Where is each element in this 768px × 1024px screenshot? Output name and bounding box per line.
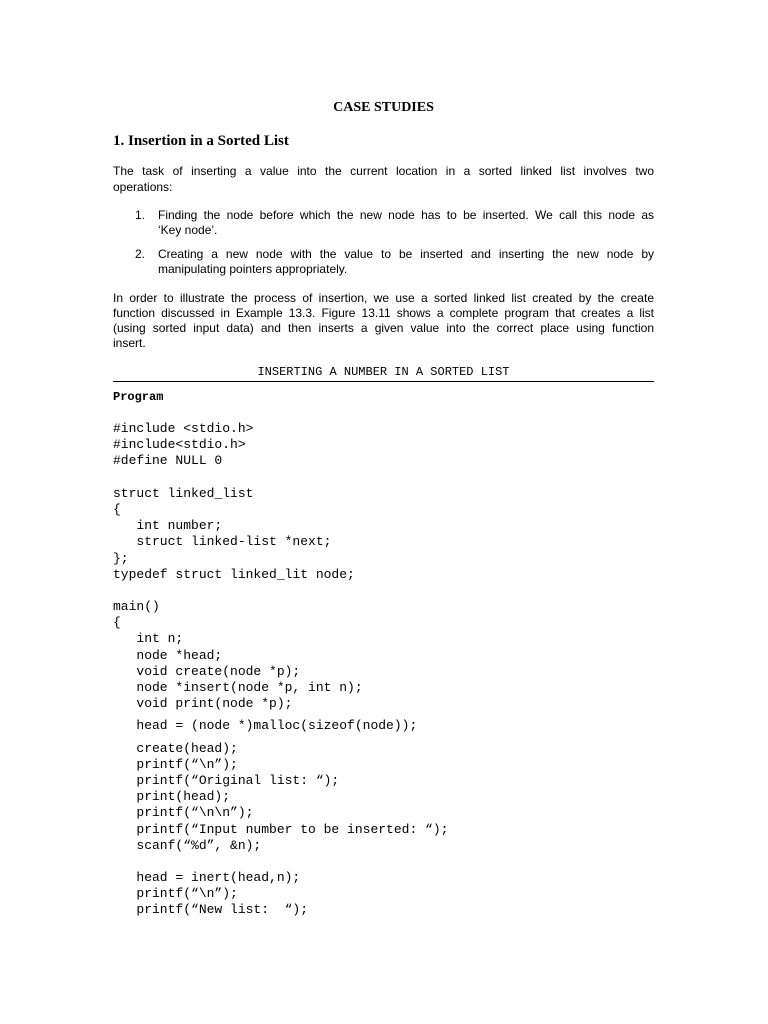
code-line: create(head);: [113, 740, 238, 756]
paragraph-line: operations:: [113, 180, 173, 194]
code-blank-line: [113, 854, 448, 870]
intro-paragraph: [113, 164, 654, 194]
figure-caption: INSERTING A NUMBER IN A SORTED LIST: [257, 365, 510, 379]
program-label: Program: [113, 390, 164, 404]
list-line: manipulating pointers appropriately.: [158, 262, 348, 276]
code-line: printf(“\n\n”);: [113, 805, 254, 821]
code-line: print(head);: [113, 789, 231, 805]
code-line: #include <stdio.h>: [113, 421, 254, 436]
code-line: node *head;: [113, 647, 223, 663]
code-line: void print(node *p);: [113, 696, 293, 712]
code-line: struct linked-list *next;: [113, 534, 332, 550]
list-line: ‘Key node’.: [158, 223, 218, 237]
list-number: 2.: [135, 247, 146, 261]
horizontal-rule: [113, 381, 654, 382]
page-heading: CASE STUDIES: [333, 100, 434, 115]
code-line: void create(node *p);: [113, 663, 301, 679]
code-line: printf(“Input number to be inserted: “);: [113, 821, 449, 837]
body-paragraph: [113, 291, 654, 350]
code-line: printf(“\n”);: [113, 756, 238, 772]
code-block: [113, 421, 448, 919]
paragraph-line: function discussed in Example 13.3. Figure 13.11 shows a complete program that creates a list: [113, 306, 654, 320]
code-blank-line: [113, 470, 448, 486]
code-line: scanf(“%d”, &n);: [113, 837, 262, 853]
list-number: 1.: [135, 208, 146, 222]
code-line: main(): [113, 599, 160, 615]
code-line: int n;: [113, 631, 184, 647]
code-line: #include<stdio.h>: [113, 437, 246, 453]
code-line: head = (node *)malloc(sizeof(node));: [113, 718, 418, 734]
paragraph-line: insert.: [113, 336, 146, 350]
code-line: };: [113, 550, 129, 566]
code-blank-line: [113, 583, 448, 599]
section-title: 1. Insertion in a Sorted List: [113, 133, 289, 149]
list-line: Creating a new node with the value to be inserted and inserting the new node by: [158, 247, 654, 261]
code-line: struct linked_list: [113, 485, 254, 501]
code-line: {: [113, 615, 121, 631]
code-line: head = inert(head,n);: [113, 870, 301, 886]
code-line: #define NULL 0: [113, 453, 223, 469]
code-line: node *insert(node *p, int n);: [113, 680, 363, 695]
paragraph-line: In order to illustrate the process of insertion, we use a sorted linked list created by the create: [113, 291, 654, 305]
code-line: printf(“\n”);: [113, 886, 238, 902]
paragraph-line: The task of inserting a value into the current location in a sorted linked list involves two: [113, 164, 654, 178]
paragraph-line: (using sorted input data) and then inserts a given value into the correct place using function: [113, 321, 654, 335]
code-line: {: [113, 501, 121, 517]
code-line: printf(“Original list: “);: [113, 772, 340, 788]
code-line: int number;: [113, 518, 223, 534]
code-line: printf(“New list: “);: [113, 902, 309, 918]
code-line: typedef struct linked_lit node;: [113, 566, 355, 582]
list-line: Finding the node before which the new node has to be inserted. We call this node as: [158, 208, 654, 222]
